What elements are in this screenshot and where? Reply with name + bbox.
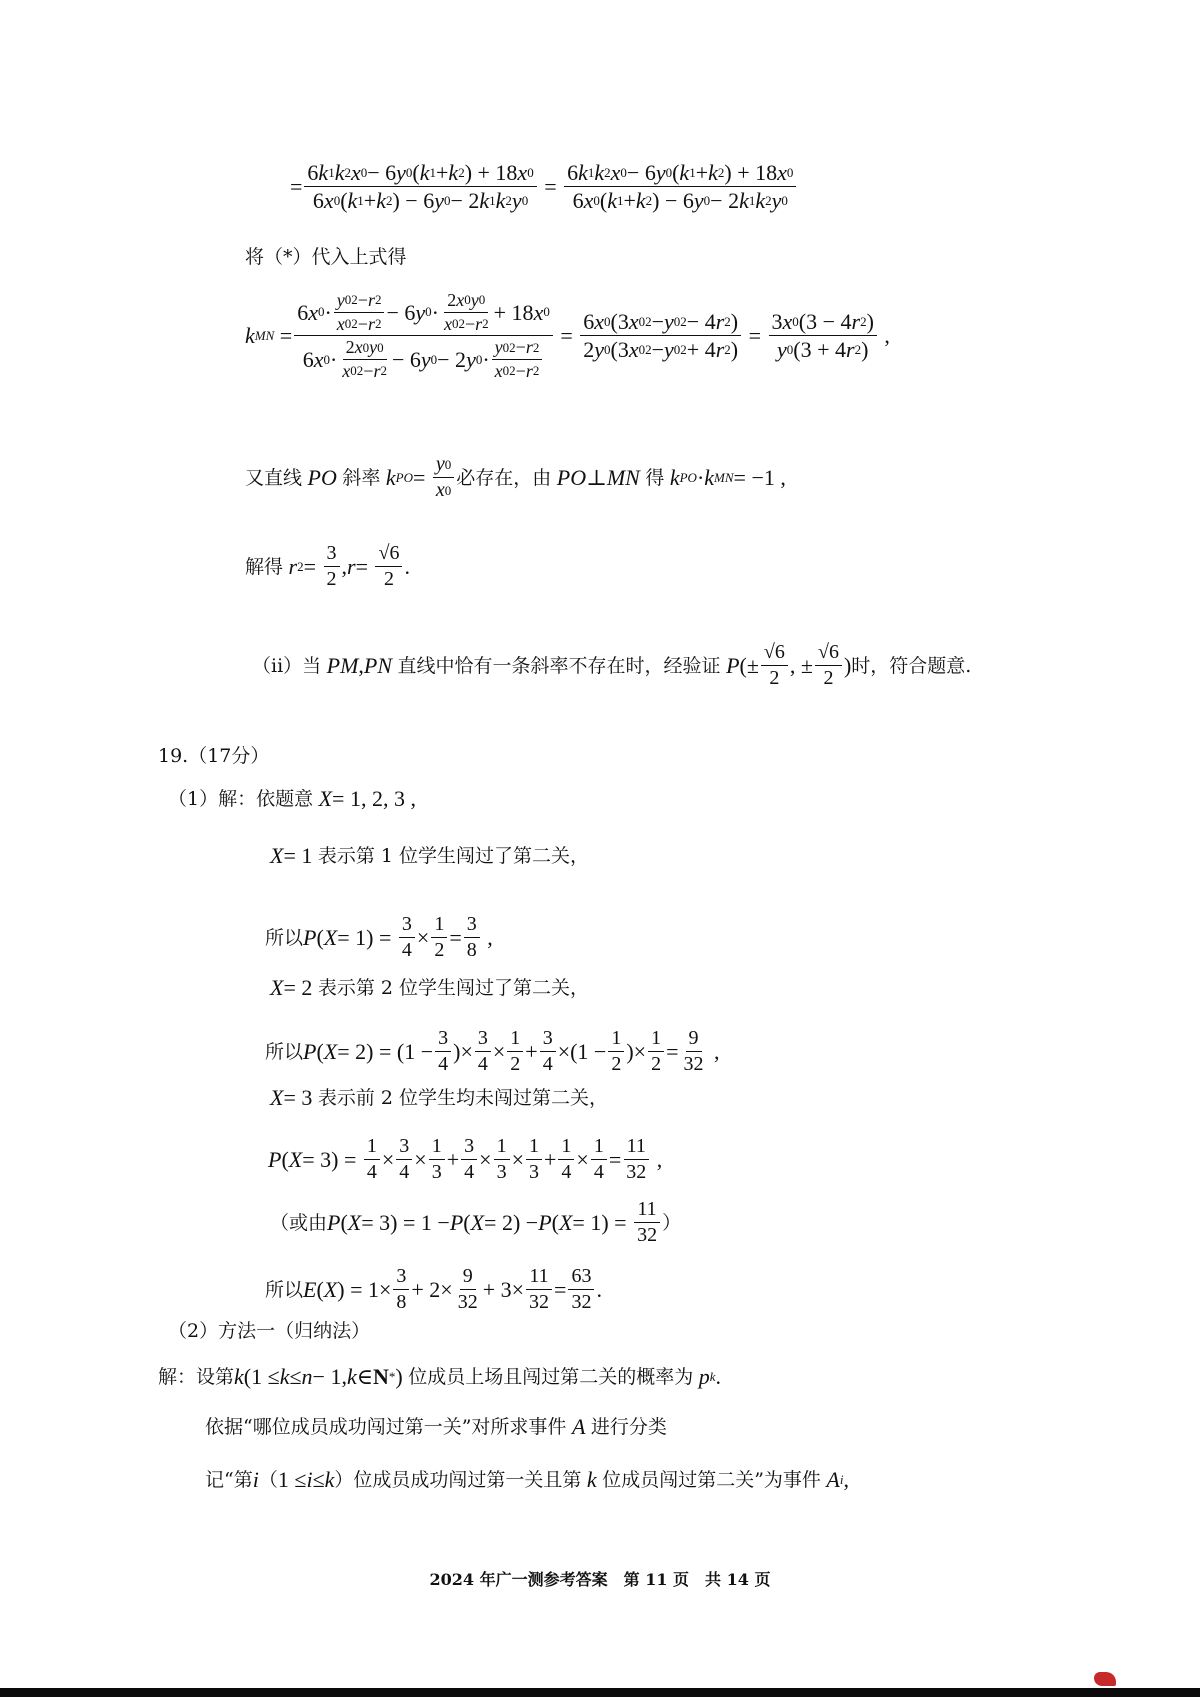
- red-stamp-mark: [1094, 1672, 1116, 1686]
- expression-line-1: = 6 k 1 k 2 x 0 − 6 y 0 ( k 1 + k 2 ) + 18 x 0 6 x 0 ( k 1 + k 2 ) − 6 y 0 − 2 k 1 k 2 y 0 = 6 k 1 k 2 x 0 − 6 y 0 ( k 1 + k 2 ) + 18 x 0 6 x 0 ( k 1 + k 2 ) − 6 y 0 − 2 k 1 k 2 y 0: [290, 160, 798, 214]
- solution-setup-line: 解：设第 k (1 ≤ k ≤ n − 1, k ∈ N * ) 位成员上场且闯过第二关的概率为 p k .: [158, 1364, 722, 1389]
- x2-desc: X = 2 表示第 2 位学生闯过了第二关，: [270, 975, 590, 1000]
- classify-line: 依据“哪位成员成功闯过第一关”对所求事件 A 进行分类: [205, 1414, 667, 1439]
- kmn-formula: k MN = 6 x 0 · y 0 2 − r 2 x 0 2 − r 2 − 6 y 0 · 2 x 0 y 0 x 0 2 − r 2 + 18 x 0 6 x 0 · 2 x 0 y 0 x 0 2 − r 2 − 6 y 0 − 2 y 0 · y 0 2 − r 2 x 0 2 − r 2 = 6 x 0 (3 x 0 2 − y 0 2 − 4 r 2 ) 2 y 0 (3 x 0 2 − y 0 2 + 4 r 2 ) = 3 x 0 (3 − 4 r 2 ) y 0 (3 + 4 r 2 ) ,: [245, 290, 890, 382]
- p-x3-line: P ( X = 3) = $\frac{1}{4}$ × $\frac{3}{4}$ × $\frac{1}{3}$ + $\frac{3}{4}$ × $\frac{1}{3}$ × $\frac{1}{3}$ + $\frac{1}{4}$ × $\frac{1}{4}$ = $\frac{11}{32}$ ,: [268, 1135, 663, 1183]
- x1-desc: X = 1 表示第 1 位学生闯过了第二关，: [270, 843, 590, 868]
- p-x3-alt-line: （或由 P ( X = 3) = 1 − P ( X = 2) − P ( X = 1) = $\frac{11}{32}$ ）: [270, 1198, 682, 1246]
- po-slope-line: 又直线 PO 斜率 k PO = y 0 x 0 必存在，由 PO ⊥ MN 得 k PO · k MN = −1 ,: [245, 453, 786, 501]
- event-note-line: 记“第 i （ 1 ≤ i ≤ k ）位成员成功闯过第一关且第 k 位成员闯过第二关”为事件 A i ,: [205, 1467, 849, 1492]
- p-x1-line: 所以 P ( X = 1) = $\frac{3}{4}$ × $\frac{1}{2}$ = $\frac{3}{8}$ ,: [265, 913, 493, 961]
- page-footer: 2024 年广一测参考答案 第 11 页 共 14 页: [429, 1570, 771, 1589]
- part-1-intro: （1）解：依题意 X = 1, 2, 3 ,: [168, 786, 416, 811]
- x3-desc: X = 3 表示前 2 位学生均未闯过第二关，: [270, 1085, 609, 1110]
- scan-edge-bar: [0, 1688, 1200, 1697]
- question-19-heading: 19.（17分）: [158, 745, 270, 767]
- case-ii-line: （ii）当 PM , PN 直线中恰有一条斜率不存在时，经验证 P (± $\frac{√6}{2}$ , ± $\frac{√6}{2}$ ) 时，符合题意.: [252, 641, 972, 689]
- p-x2-line: 所以 P ( X = 2) = (1 − $\frac{3}{4}$ )× $\frac{3}{4}$ × $\frac{1}{2}$ + $\frac{3}{4}$ ×(1 − $\frac{1}{2}$ )× $\frac{1}{2}$ = $\frac{9}{32}$ ,: [265, 1027, 720, 1075]
- part-2-heading: （2）方法一（归纳法）: [168, 1320, 371, 1342]
- substitute-text: 将（*）代入上式得: [245, 246, 407, 268]
- solve-r-line: 解得 r 2 = $\frac{3}{2}$ , r = $\frac{√6}{2}$ .: [245, 542, 410, 590]
- expectation-line: 所以 E ( X ) = 1× $\frac{3}{8}$ + 2× $\frac{9}{32}$ + 3× $\frac{11}{32}$ = $\frac{63}{32}$ .: [265, 1265, 602, 1313]
